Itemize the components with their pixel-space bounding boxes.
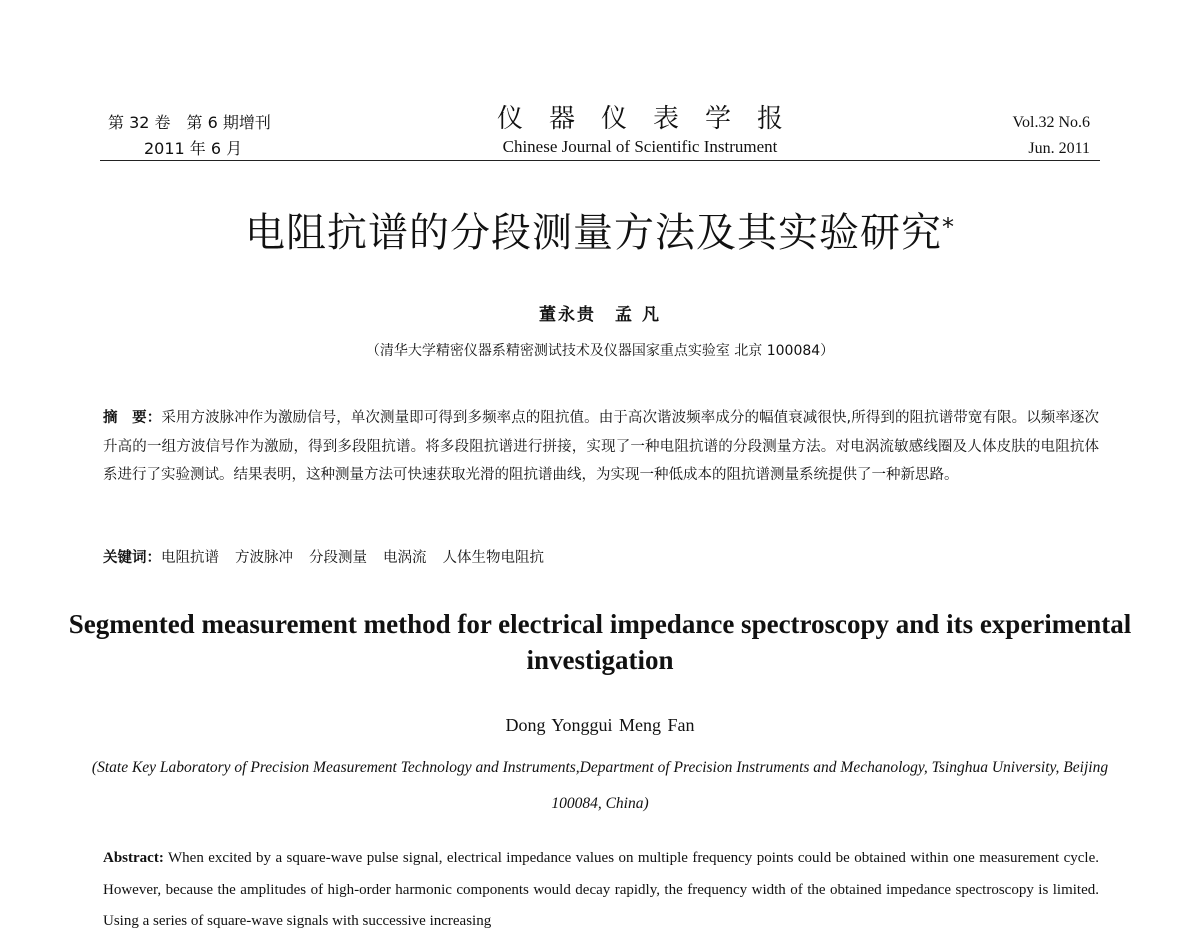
- header-rule: [100, 160, 1100, 161]
- journal-volume-info: [1013, 110, 1091, 162]
- affiliation-en: (State Key Laboratory of Precision Measurement Technology and Instruments,Department of Precision Instruments and Mechanology, Tsinghua University, Beijing 100084, China): [91, 759, 1109, 812]
- keyword: 方波脉冲: [235, 550, 293, 566]
- journal-name-cn: 仪器仪表学报: [496, 104, 809, 134]
- journal-issue-info: [108, 110, 271, 162]
- journal-name-en: Chinese Journal of Scientific Instrument: [502, 137, 778, 156]
- affiliation-cn: （清华大学精密仪器系精密测试技术及仪器国家重点实验室 北京 100084）: [365, 343, 835, 359]
- journal-masthead: [390, 102, 890, 158]
- keyword: 人体生物电阻抗: [442, 550, 544, 566]
- abstract-cn-label: 摘 要：: [103, 410, 162, 426]
- keywords-cn-label: 关键词：: [103, 550, 161, 566]
- publication-date-cn: 2011 年 6 月: [144, 139, 243, 158]
- paper-title-en: Segmented measurement method for electrical impedance spectroscopy and its experimental investigation: [68, 609, 1132, 675]
- keyword: 电涡流: [383, 550, 427, 566]
- keywords-cn: [103, 544, 1099, 572]
- keyword: 分段测量: [309, 550, 367, 566]
- abstract-cn: [103, 404, 1099, 490]
- abstract-en-label: Abstract:: [103, 850, 164, 866]
- paper-title-cn-text: 电阻抗谱的分段测量方法及其实验研究: [245, 210, 942, 256]
- publication-date-en: Jun. 2011: [1028, 140, 1090, 157]
- abstract-en: [103, 843, 1099, 938]
- abstract-en-text: When excited by a square-wave pulse signal, electrical impedance values on multiple frequency points could be obtained within one measurement cycle. However, because the amplitudes of high-order harmonic components would decay rapidly, the frequency width of the obtained impedance spectroscopy is limited. Using a series of square-wave signals with successive increasing: [103, 850, 1099, 929]
- keyword: 电阻抗谱: [161, 550, 219, 566]
- volume-issue: 第 32 卷 第 6 期增刊: [108, 113, 271, 132]
- authors-cn: 董永贵 孟 凡: [539, 305, 661, 325]
- authors-en: Dong Yonggui Meng Fan: [505, 715, 695, 735]
- title-footnote-mark: *: [942, 213, 955, 241]
- volume-en: Vol.32 No.6: [1012, 114, 1090, 131]
- abstract-cn-text: 采用方波脉冲作为激励信号，单次测量即可得到多频率点的阻抗值。由于高次谐波频率成分的幅值衰减很快,所得到的阻抗谱带宽有限。以频率逐次升高的一组方波信号作为激励，得到多段阻抗谱。将多段阻抗谱进行拼接，实现了一种电阻抗谱的分段测量方法。对电涡流敏感线圈及人体皮肤的电阻抗体系进行了实验测试。结果表明，这种测量方法可快速获取光滑的阻抗谱曲线，为实现一种低成本的阻抗谱测量系统提供了一种新思路。: [103, 410, 1100, 483]
- paper-title-cn: [0, 205, 1200, 261]
